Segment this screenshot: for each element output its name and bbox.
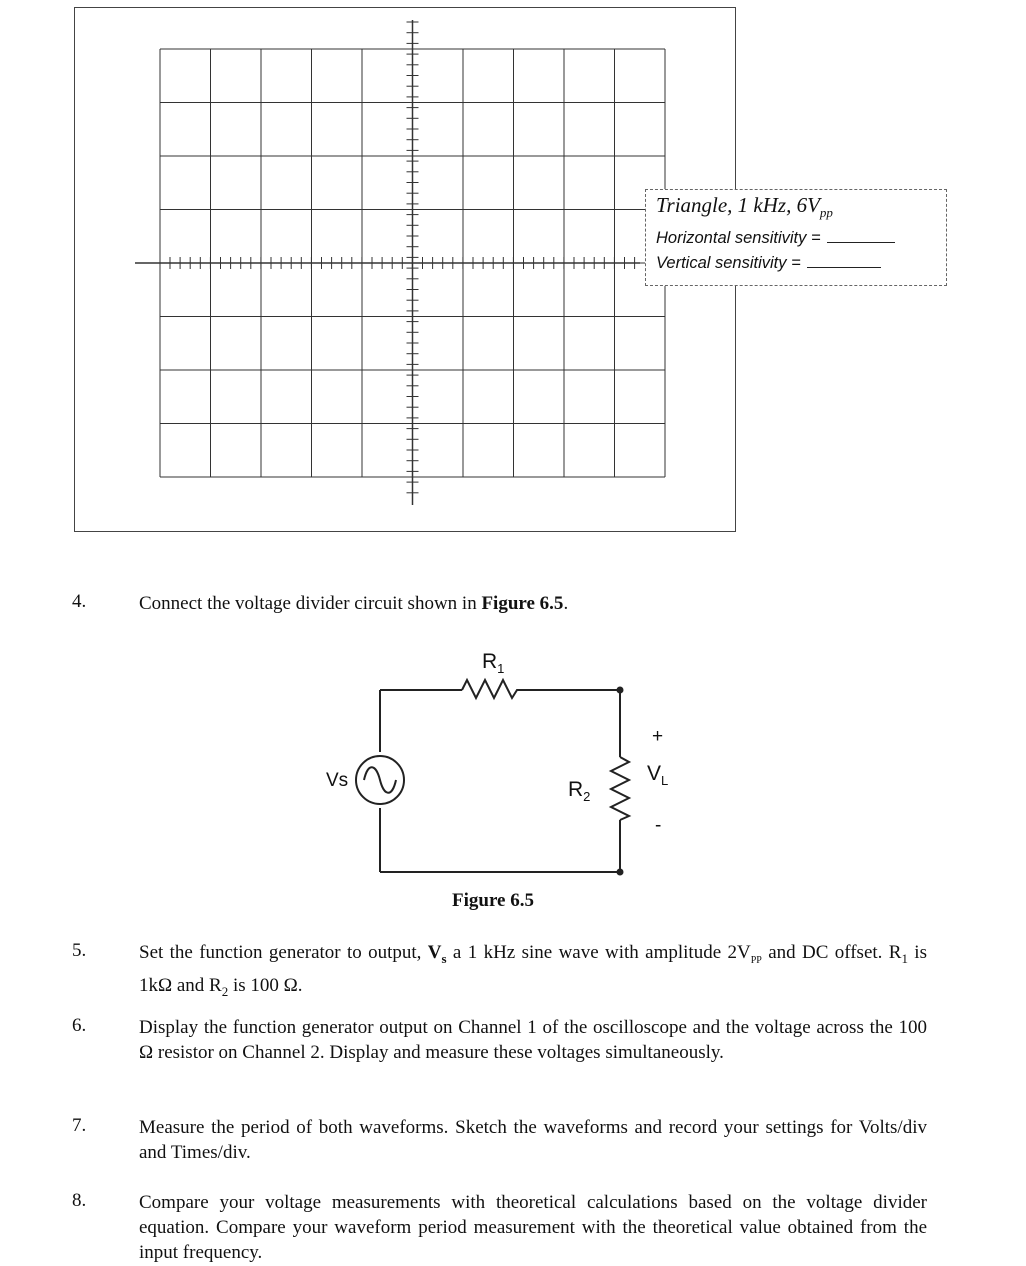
vl-label: $V_L$ xyxy=(647,762,669,789)
voltage-divider-circuit xyxy=(0,640,1026,890)
step-number-5: 5. xyxy=(72,940,87,961)
step-text-7: Measure the period of both waveforms. Sketch the waveforms and record your settings for Volts/div and Times/div. xyxy=(139,1117,927,1163)
vertical-sensitivity-field: Vertical sensitivity = xyxy=(656,251,946,276)
minus-sign: - xyxy=(655,815,662,836)
signal-description: Triangle, 1 kHz, $6V_{pp}$ xyxy=(656,193,833,221)
step-text-4: Connect the voltage divider circuit shown in Figure 6.5. xyxy=(139,593,569,614)
horizontal-sensitivity-blank[interactable] xyxy=(827,228,895,243)
step-text-8: Compare your voltage measurements with theoretical calculations based on the voltage divider equation. Compare your waveform period measurement with the theoretical value obtained from the input frequency. xyxy=(139,1192,927,1263)
node-bottom-right xyxy=(617,869,624,876)
r1-label: $R_1$ xyxy=(482,650,505,677)
step-number-6: 6. xyxy=(72,1015,87,1036)
vertical-sensitivity-blank[interactable] xyxy=(807,253,881,268)
signal-annotation-box xyxy=(645,189,947,286)
figure-caption: Figure 6.5 xyxy=(452,890,534,911)
vs-label: Vs xyxy=(326,770,349,791)
step-number-4: 4. xyxy=(72,591,87,612)
resistor-r2 xyxy=(611,757,629,820)
step-number-7: 7. xyxy=(72,1115,87,1136)
horizontal-sensitivity-field: Horizontal sensitivity = xyxy=(656,226,946,251)
step-text-5: Set the function generator to output, $V_s$ a 1 kHz sine wave with amplitude $2V_{PP}$ and DC offset. $R_1$ is 1kΩ and $R_2$ is 100 Ω. xyxy=(139,942,927,999)
r2-label: $R_2$ xyxy=(568,778,591,805)
sine-symbol xyxy=(364,767,396,793)
step-text-6: Display the function generator output on Channel 1 of the oscilloscope and the voltage across the 100 Ω resistor on Channel 2. Display and measure these voltages simultaneously. xyxy=(139,1017,927,1063)
plus-sign: + xyxy=(652,726,664,747)
step-number-8: 8. xyxy=(72,1190,87,1211)
resistor-r1 xyxy=(462,680,620,698)
node-top-right xyxy=(617,687,624,694)
